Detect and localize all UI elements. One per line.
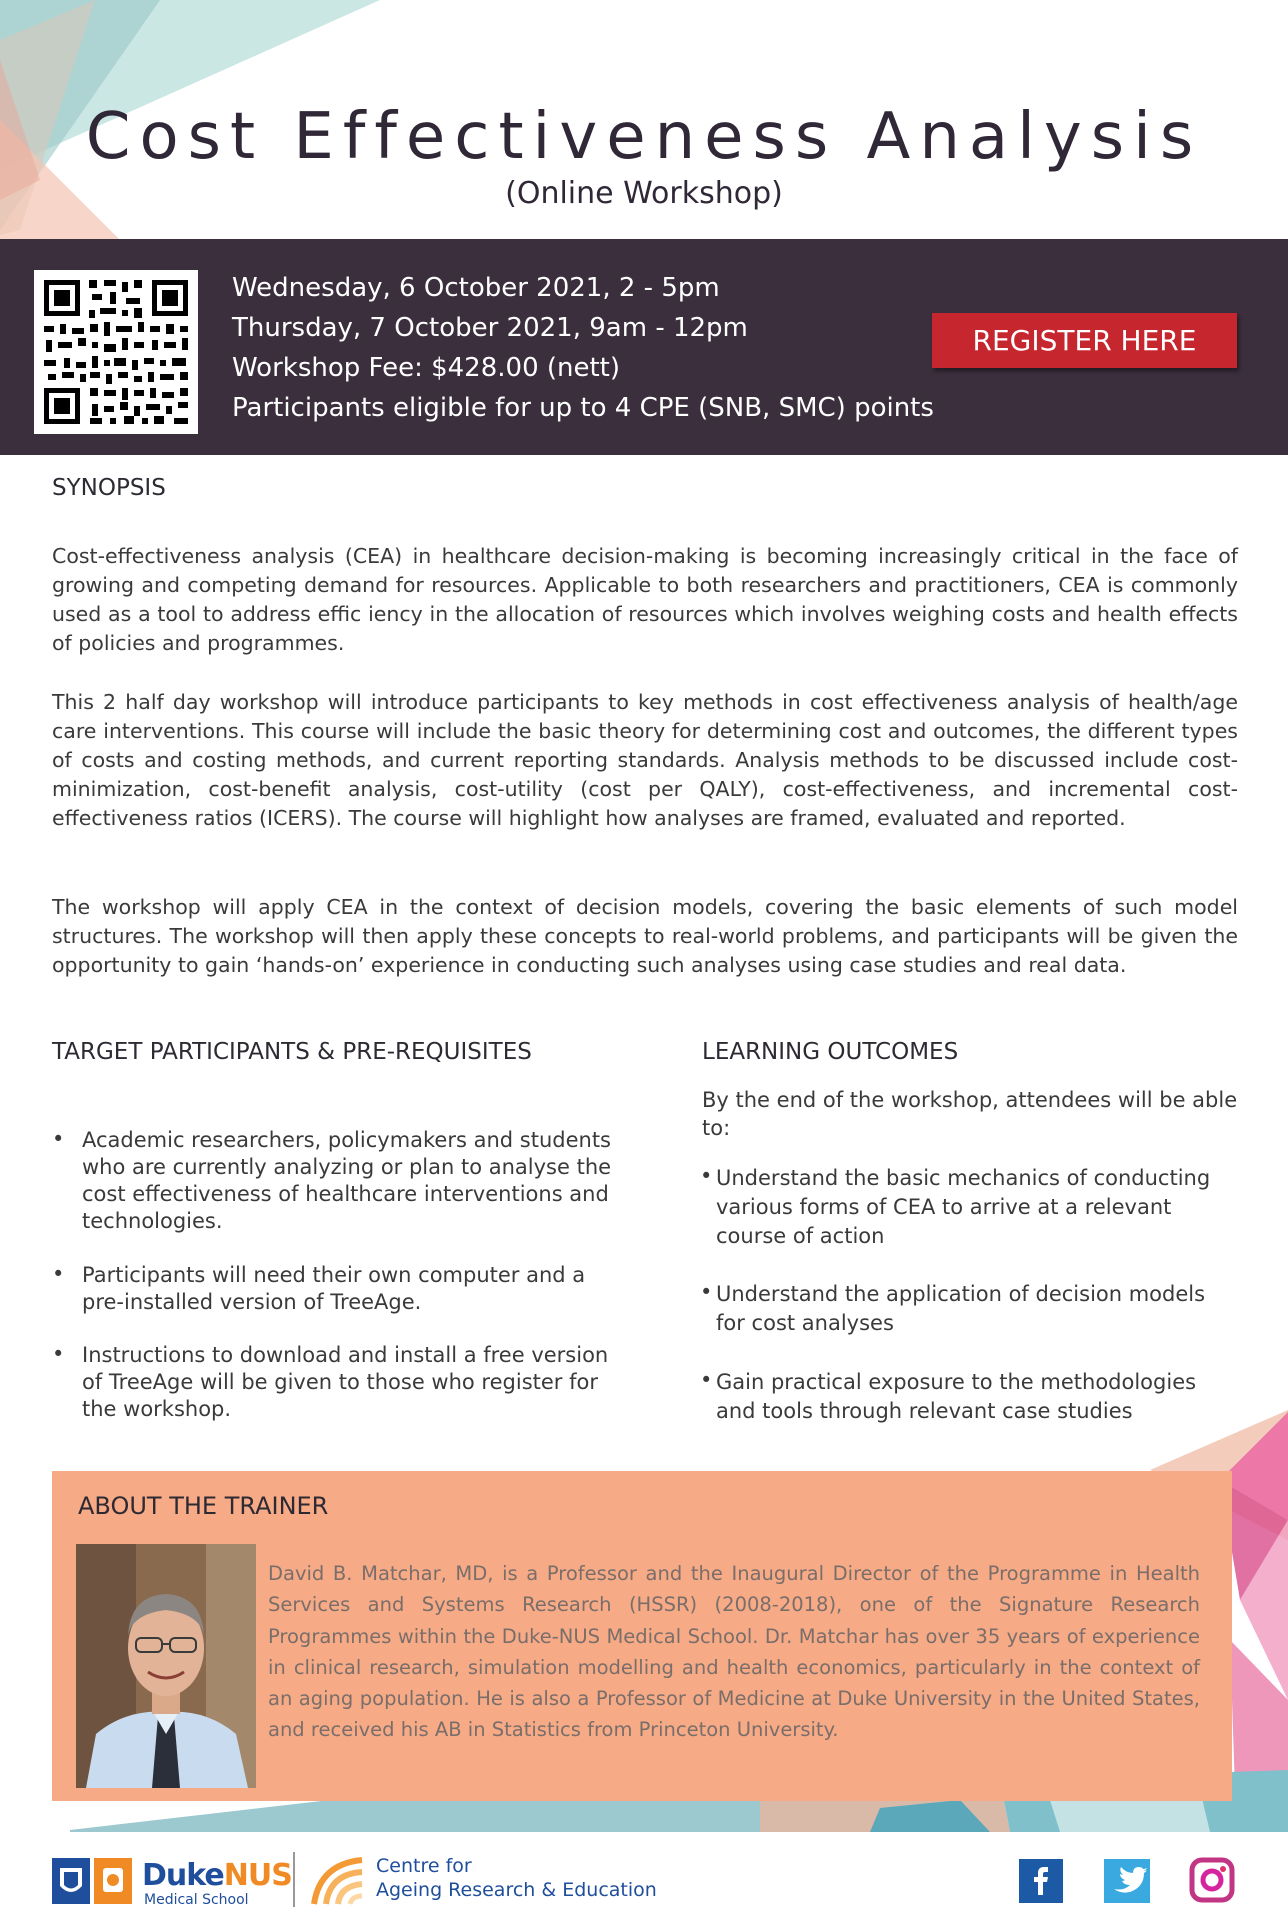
outcome-item-2: Understand the application of decision models for cost analyses (716, 1282, 1206, 1335)
target-item-1: Academic researchers, policymakers and students who are currently analyzing or plan to analyse the cost effectiveness of healthcare interventions and technologies. (82, 1128, 612, 1233)
centre-line-1: Centre for (376, 1855, 472, 1877)
logo-divider (293, 1852, 295, 1907)
duke-shield-icon (52, 1858, 90, 1904)
list-bullet: • (52, 1127, 65, 1151)
synopsis-paragraph-2: This 2 half day workshop will introduce participants to key methods in cost effectiveness analysis of health/age care interventions. This course will include the basic theory for determining cost and outcomes, the different types of costs and costing methods, and current reporting standards. Analysis methods to be discussed include cost-minimization, cost-benefit analysis, cost-utility (cost per QALY), cost-effectiveness, and incremental cost-effectiveness ratios (ICERS). The course will highlight how analyses are framed, evaluated and reported. (52, 690, 1238, 830)
trainer-portrait-icon (76, 1544, 256, 1788)
outcome-item-1: Understand the basic mechanics of conducting various forms of CEA to arrive at a relevant course of action (716, 1166, 1211, 1248)
nus-logo-text: NUS (223, 1858, 292, 1893)
trainer-bio: David B. Matchar, MD, is a Professor and the Inaugural Director of the Programme in Health Services and Systems Research (HSSR) (2008-2018), one of the Signature Research Programmes within the Duke-NUS Medical School. Dr. Matchar has over 35 years of experience in clinical research, simulation modelling and health economics, particularly in the context of an aging population. He is also a Professor of Medicine at Duke University in the United States, and received his AB in Statistics from Princeton University. (268, 1562, 1200, 1742)
duke-nus-logo-text (142, 1858, 292, 1893)
list-bullet: • (700, 1368, 713, 1392)
cpe-points: Participants eligible for up to 4 CPE (SNB, SMC) points (232, 393, 934, 423)
event-date-day1: Wednesday, 6 October 2021, 2 - 5pm (232, 273, 720, 303)
page-title: Cost Effectiveness Analysis (85, 100, 1203, 174)
target-participants-heading: TARGET PARTICIPANTS & PRE-REQUISITES (52, 1039, 532, 1065)
care-logo-icon (310, 1854, 366, 1910)
target-item-2: Participants will need their own computer and a pre-installed version of TreeAge. (82, 1263, 586, 1314)
outcome-item-3: Gain practical exposure to the methodologies and tools through relevant case studies (716, 1370, 1197, 1423)
synopsis-paragraph-1: Cost-effectiveness analysis (CEA) in healthcare decision-making is becoming increasingly critical in the face of growing and competing demand for resources. Applicable to both researchers and practitioners, CEA is commonly used as a tool to address effic iency in the allocation of resources which involves weighing costs and health effects of policies and programmes. (52, 544, 1238, 655)
learning-outcomes-heading: LEARNING OUTCOMES (702, 1039, 959, 1065)
trainer-photo (76, 1544, 256, 1788)
instagram-icon[interactable] (1189, 1857, 1235, 1903)
centre-line-2: Ageing Research & Education (376, 1879, 657, 1901)
twitter-icon[interactable] (1104, 1859, 1150, 1903)
target-item-3: Instructions to download and install a free version of TreeAge will be given to those who register for the workshop. (82, 1343, 609, 1421)
list-bullet: • (52, 1342, 65, 1366)
registration-qr-code[interactable] (34, 270, 198, 434)
register-button[interactable]: REGISTER HERE (932, 313, 1237, 368)
synopsis-paragraph-3: The workshop will apply CEA in the context of decision models, covering the basic elements of such model structures. The workshop will then apply these concepts to real-world problems, and participants will be given the opportunity to gain ‘hands-on’ experience in conducting such analyses using case studies and real data. (52, 895, 1238, 977)
list-bullet: • (700, 1164, 713, 1188)
learning-outcomes-intro: By the end of the workshop, attendees will be able to: (702, 1088, 1238, 1140)
facebook-icon[interactable] (1019, 1859, 1063, 1903)
list-bullet: • (700, 1280, 713, 1304)
nus-crest-icon (94, 1858, 132, 1904)
synopsis-heading: SYNOPSIS (52, 475, 166, 501)
list-bullet: • (52, 1262, 65, 1286)
workshop-fee: Workshop Fee: $428.00 (nett) (232, 353, 621, 383)
about-trainer-heading: ABOUT THE TRAINER (78, 1492, 329, 1520)
page-subtitle: (Online Workshop) (505, 176, 783, 211)
qr-code-icon (34, 270, 198, 434)
medical-school-text: Medical School (144, 1892, 249, 1908)
duke-logo-text: Duke (142, 1858, 224, 1893)
event-date-day2: Thursday, 7 October 2021, 9am - 12pm (232, 313, 748, 343)
